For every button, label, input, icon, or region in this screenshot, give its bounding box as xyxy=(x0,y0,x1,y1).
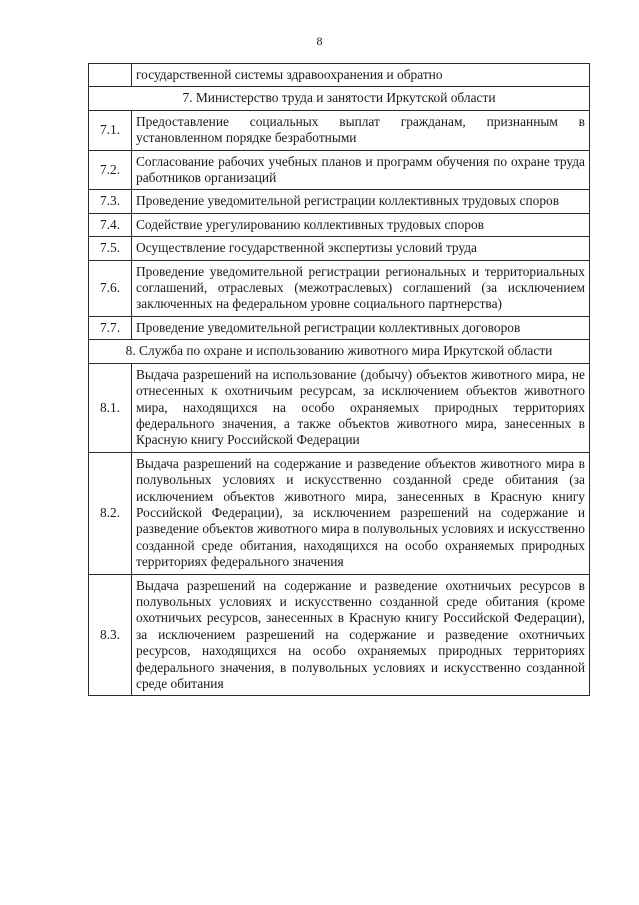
item-text: Проведение уведомительной регистрации коллективных договоров xyxy=(132,316,590,339)
section-title: 8. Служба по охране и использованию животного мира Иркутской области xyxy=(89,340,590,363)
section-header-row xyxy=(89,340,590,363)
item-text: Выдача разрешений на содержание и разведение объектов животного мира в полувольных условиях и искусственно созданной среде обитания (за исключением объектов животного мира, занесенных в Красную книгу Российской Федерации), за исключением разрешений на содержание и разведение объектов животного мира в полувольных условиях и искусственно созданной среде обитания, находящихся на особо охраняемых природных территориях федерального значения xyxy=(132,452,590,574)
item-text: Проведение уведомительной регистрации региональных и территориальных соглашений, отраслевых (межотраслевых) соглашений (за исключением заключенных на федеральном уровне социального партнерства) xyxy=(132,260,590,316)
table-row xyxy=(89,363,590,452)
item-number: 7.7. xyxy=(89,316,132,339)
item-text: Проведение уведомительной регистрации коллективных трудовых споров xyxy=(132,190,590,213)
table-row xyxy=(89,110,590,150)
item-number: 8.2. xyxy=(89,452,132,574)
item-text: Выдача разрешений на использование (добычу) объектов животного мира, не отнесенных к охотничьим ресурсам, за исключением объектов животного мира, находящихся на особо охраняемых природных территориях федерального значения, а также объектов животного мира, занесенных в Красную книгу Российской Федерации xyxy=(132,363,590,452)
section-title: 7. Министерство труда и занятости Иркутской области xyxy=(89,87,590,110)
document-table xyxy=(88,63,590,696)
table-row xyxy=(89,452,590,574)
section-header-row xyxy=(89,87,590,110)
item-number: 8.3. xyxy=(89,574,132,696)
item-text: Согласование рабочих учебных планов и программ обучения по охране труда работников организаций xyxy=(132,150,590,190)
table-row xyxy=(89,260,590,316)
table-row xyxy=(89,190,590,213)
item-number: 8.1. xyxy=(89,363,132,452)
item-number: 7.5. xyxy=(89,237,132,260)
item-text: Предоставление социальных выплат гражданам, признанным в установленном порядке безработными xyxy=(132,110,590,150)
item-number: 7.3. xyxy=(89,190,132,213)
table-row xyxy=(89,574,590,696)
table-row xyxy=(89,150,590,190)
item-text: Содействие урегулированию коллективных трудовых споров xyxy=(132,213,590,236)
item-number xyxy=(89,64,132,87)
table-row xyxy=(89,237,590,260)
table-row xyxy=(89,213,590,236)
table-row xyxy=(89,316,590,339)
item-number: 7.1. xyxy=(89,110,132,150)
item-number: 7.6. xyxy=(89,260,132,316)
page-number: 8 xyxy=(316,34,323,48)
item-number: 7.2. xyxy=(89,150,132,190)
item-text: государственной системы здравоохранения и обратно xyxy=(132,64,590,87)
item-number: 7.4. xyxy=(89,213,132,236)
item-text: Выдача разрешений на содержание и разведение охотничьих ресурсов в полувольных условиях и искусственно созданной среде обитания (кроме охотничьих ресурсов, занесенных в Красную книгу Российской Федерации), за исключением разрешений на содержание и разведение охотничьих ресурсов, находящихся на особо охраняемых природных территориях федерального значения, в полувольных условиях и искусственно созданной среде обитания xyxy=(132,574,590,696)
item-text: Осуществление государственной экспертизы условий труда xyxy=(132,237,590,260)
table-row xyxy=(89,64,590,87)
